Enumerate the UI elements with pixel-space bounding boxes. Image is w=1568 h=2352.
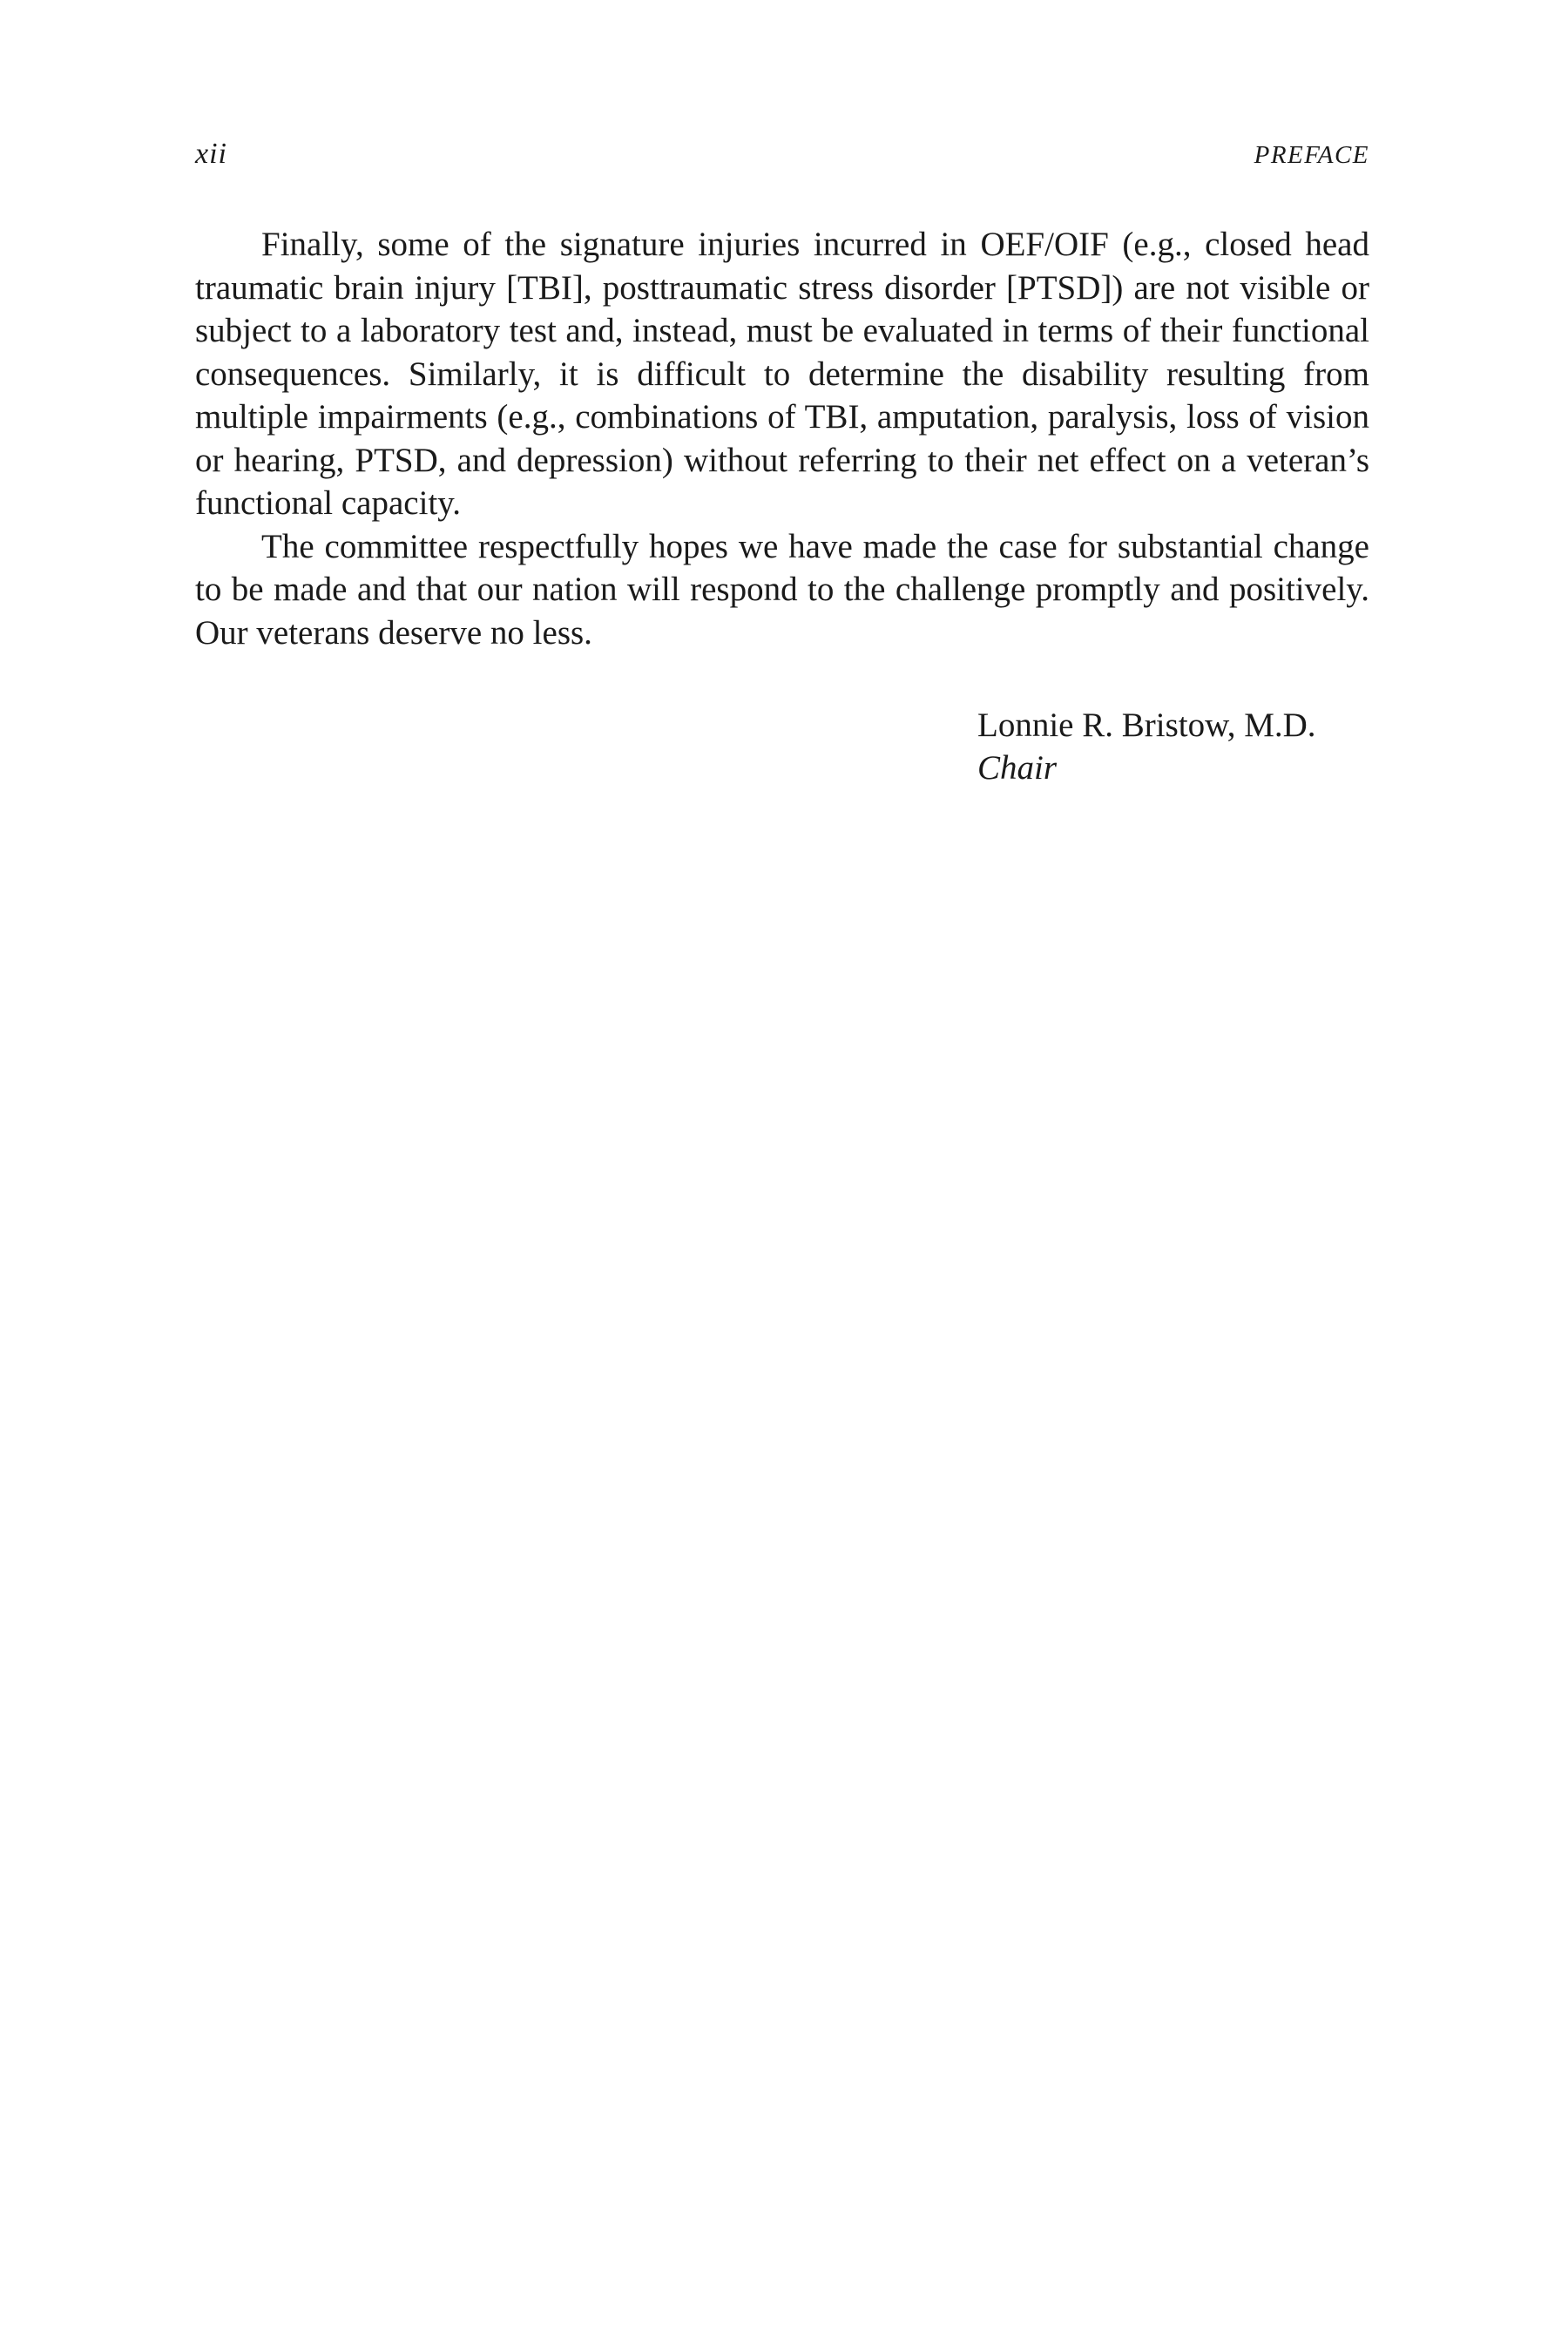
paragraph-closing-remarks: The committee respectfully hopes we have made the case for substantial change to be made and that our nation will respond to the challenge promptly and positively. Our veterans deserve no less.: [195, 527, 1369, 652]
section-title: PREFACE: [1254, 141, 1369, 169]
page-number: xii: [195, 138, 227, 170]
signature-block: [977, 704, 1378, 789]
body-text: [195, 223, 1369, 654]
running-head: [195, 138, 1369, 181]
paragraph-functional-consequences: Finally, some of the signature injuries incurred in OEF/OIF (e.g., closed head traumatic brain injury [TBI], posttraumatic stress disorder [PTSD]) are not visible or subject to a laboratory test and, instead, must be evaluated in terms of their functional consequences. Similarly, it is difficult to determine the disability resulting from multiple impairments (e.g., combinations of TBI, amputation, paralysis, loss of vision or hearing, PTSD, and depression) without referring to their net effect on a veteran’s functional capacity.: [195, 226, 1369, 522]
signature-title: Chair: [977, 749, 1058, 787]
signature-name: Lonnie R. Bristow, M.D.: [977, 706, 1316, 744]
